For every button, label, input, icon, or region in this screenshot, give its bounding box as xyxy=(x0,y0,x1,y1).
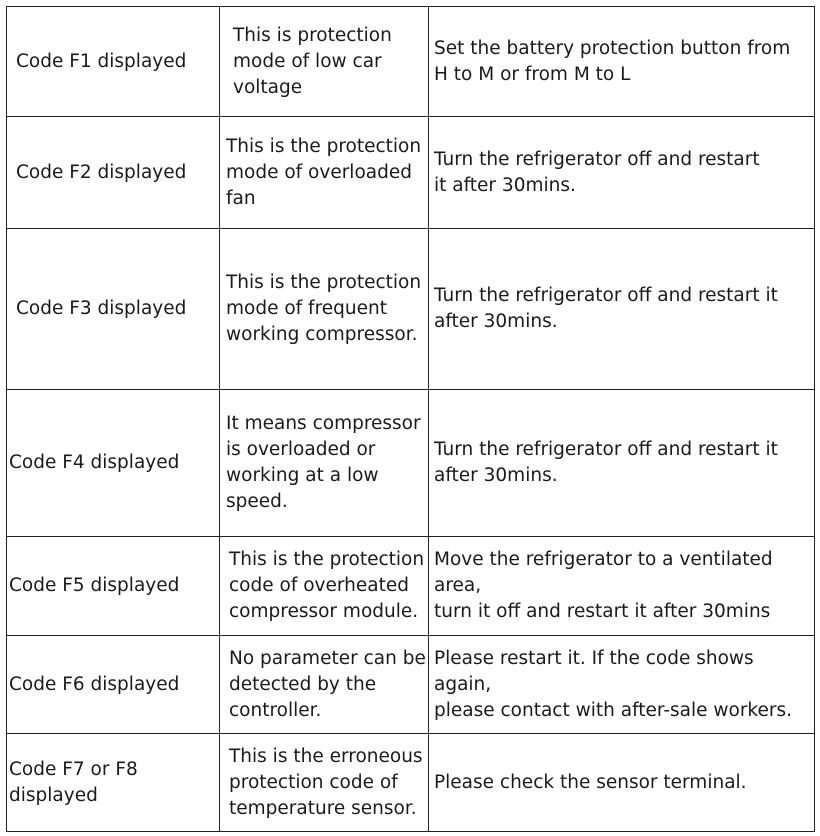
table-row-f1 xyxy=(7,7,815,117)
meaning-text: This is the erroneous protection code of temperature sensor. xyxy=(229,745,423,819)
table-row-f3 xyxy=(7,229,815,390)
table-row-f4 xyxy=(7,390,815,537)
error-code-table xyxy=(6,6,815,832)
meaning-cell xyxy=(220,537,429,636)
meaning-text: This is the protection mode of frequent working compressor. xyxy=(226,272,422,345)
table-row-f6 xyxy=(7,636,815,734)
code-cell xyxy=(7,229,220,390)
action-text: Turn the refrigerator off and restart it after 30mins. xyxy=(434,285,778,332)
action-cell xyxy=(429,636,815,734)
code-cell xyxy=(7,390,220,537)
action-cell xyxy=(429,390,815,537)
code-text: Code F2 displayed xyxy=(16,161,187,183)
action-cell xyxy=(429,7,815,117)
code-text: Code F1 displayed xyxy=(16,50,187,72)
meaning-text: It means compressor is overloaded or working at a low speed. xyxy=(226,413,421,512)
meaning-cell xyxy=(220,734,429,832)
meaning-cell xyxy=(220,636,429,734)
action-text: Turn the refrigerator off and restart it after 30mins. xyxy=(434,439,778,486)
meaning-text: This is the protection mode of overloaded fan xyxy=(226,135,422,209)
meaning-cell xyxy=(220,229,429,390)
meaning-text: This is the protection code of overheated compressor module. xyxy=(229,549,425,622)
table-row-f2 xyxy=(7,117,815,229)
code-cell xyxy=(7,7,220,117)
code-cell xyxy=(7,636,220,734)
meaning-cell xyxy=(220,390,429,537)
action-cell xyxy=(429,117,815,229)
table-row-f5 xyxy=(7,537,815,636)
action-text: Move the refrigerator to a ventilated area, turn it off and restart it after 30mins xyxy=(434,549,773,622)
meaning-text: This is protection mode of low car voltage xyxy=(233,24,392,98)
meaning-text: No parameter can be detected by the controller. xyxy=(229,647,426,721)
code-cell xyxy=(7,537,220,636)
code-text: Code F4 displayed xyxy=(9,452,180,473)
action-text: Set the battery protection button from H to M or from M to L xyxy=(434,37,791,85)
action-text: Turn the refrigerator off and restart it after 30mins. xyxy=(434,148,760,196)
code-text: Code F5 displayed xyxy=(9,575,180,596)
action-text: Please restart it. If the code shows again, please contact with after-sale workers. xyxy=(434,647,792,721)
meaning-cell xyxy=(220,117,429,229)
code-cell xyxy=(7,734,220,832)
code-text: Code F7 or F8 displayed xyxy=(9,758,138,806)
action-text: Please check the sensor terminal. xyxy=(434,771,747,793)
code-cell xyxy=(7,117,220,229)
code-text: Code F3 displayed xyxy=(16,298,187,319)
action-cell xyxy=(429,734,815,832)
table-row-f7-f8 xyxy=(7,734,815,832)
code-text: Code F6 displayed xyxy=(9,673,180,695)
meaning-cell xyxy=(220,7,429,117)
action-cell xyxy=(429,229,815,390)
action-cell xyxy=(429,537,815,636)
